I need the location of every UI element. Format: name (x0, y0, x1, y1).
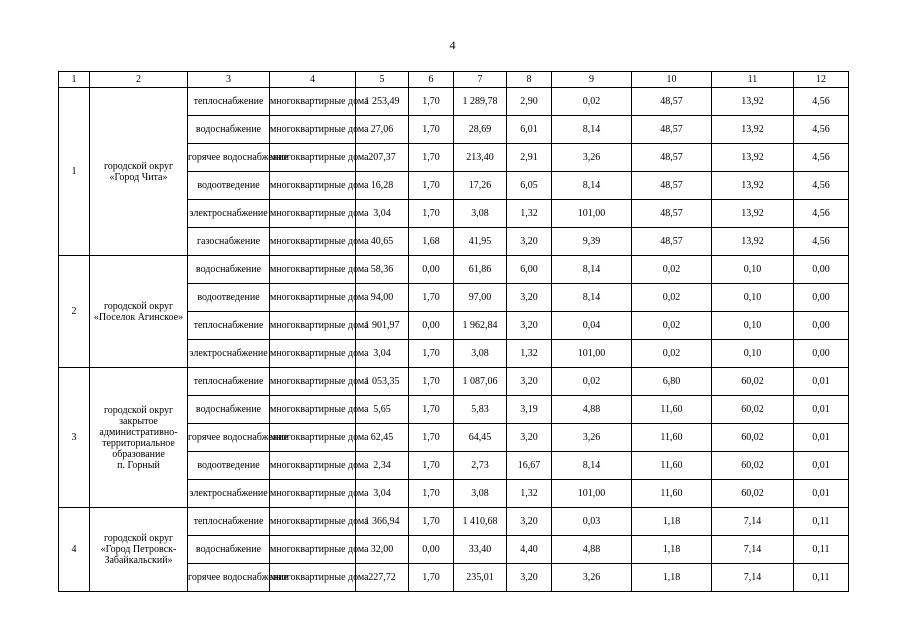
value-cell-c9: 101,00 (552, 340, 632, 368)
value-cell-c7: 3,08 (454, 480, 507, 508)
value-cell-c8: 2,90 (507, 88, 552, 116)
value-cell-c8: 4,40 (507, 536, 552, 564)
table-row (59, 368, 849, 396)
value-cell-c12: 0,01 (794, 368, 849, 396)
value-cell-c11: 60,02 (712, 424, 794, 452)
value-cell-c9: 8,14 (552, 172, 632, 200)
value-cell-c9: 4,88 (552, 396, 632, 424)
housing-type: многоквартирные дома (270, 508, 356, 536)
value-cell-c11: 60,02 (712, 396, 794, 424)
value-cell-c11: 7,14 (712, 508, 794, 536)
value-cell-c7: 3,08 (454, 340, 507, 368)
value-cell-c8: 2,91 (507, 144, 552, 172)
service-type: водоотведение (188, 452, 270, 480)
value-cell-c6: 1,70 (409, 396, 454, 424)
service-type: водоснабжение (188, 536, 270, 564)
value-cell-c10: 0,02 (632, 312, 712, 340)
housing-type: многоквартирные дома (270, 564, 356, 592)
value-cell-c5: 40,65 (356, 228, 409, 256)
value-cell-c9: 8,14 (552, 116, 632, 144)
value-cell-c7: 97,00 (454, 284, 507, 312)
value-cell-c6: 1,70 (409, 508, 454, 536)
value-cell-c6: 1,70 (409, 424, 454, 452)
value-cell-c12: 0,00 (794, 340, 849, 368)
service-type: электроснабжение (188, 340, 270, 368)
housing-type: многоквартирные дома (270, 536, 356, 564)
value-cell-c6: 0,00 (409, 536, 454, 564)
value-cell-c10: 48,57 (632, 200, 712, 228)
column-header: 3 (188, 72, 270, 88)
value-cell-c11: 13,92 (712, 88, 794, 116)
value-cell-c5: 207,37 (356, 144, 409, 172)
service-type: водоснабжение (188, 396, 270, 424)
value-cell-c11: 13,92 (712, 144, 794, 172)
value-cell-c8: 1,32 (507, 480, 552, 508)
value-cell-c11: 13,92 (712, 116, 794, 144)
value-cell-c8: 3,20 (507, 228, 552, 256)
service-type: водоснабжение (188, 256, 270, 284)
value-cell-c11: 60,02 (712, 452, 794, 480)
value-cell-c11: 60,02 (712, 480, 794, 508)
value-cell-c9: 3,26 (552, 564, 632, 592)
value-cell-c8: 3,20 (507, 312, 552, 340)
value-cell-c6: 0,00 (409, 312, 454, 340)
value-cell-c10: 11,60 (632, 396, 712, 424)
value-cell-c12: 4,56 (794, 144, 849, 172)
value-cell-c10: 48,57 (632, 228, 712, 256)
value-cell-c7: 3,08 (454, 200, 507, 228)
value-cell-c12: 0,00 (794, 256, 849, 284)
table-row (59, 256, 849, 284)
housing-type: многоквартирные дома (270, 200, 356, 228)
region-line: «Поселок Агинское» (93, 311, 184, 323)
value-cell-c5: 58,36 (356, 256, 409, 284)
value-cell-c5: 3,04 (356, 200, 409, 228)
value-cell-c12: 0,00 (794, 312, 849, 340)
housing-type: многоквартирные дома (270, 144, 356, 172)
value-cell-c7: 235,01 (454, 564, 507, 592)
value-cell-c11: 13,92 (712, 228, 794, 256)
value-cell-c8: 1,32 (507, 200, 552, 228)
value-cell-c6: 0,00 (409, 256, 454, 284)
value-cell-c6: 1,70 (409, 452, 454, 480)
column-header: 12 (794, 72, 849, 88)
value-cell-c8: 6,05 (507, 172, 552, 200)
region-line: «Город Петровск- (100, 544, 177, 555)
value-cell-c9: 0,03 (552, 508, 632, 536)
value-cell-c6: 1,70 (409, 88, 454, 116)
value-cell-c9: 0,02 (552, 88, 632, 116)
column-header: 10 (632, 72, 712, 88)
column-header: 9 (552, 72, 632, 88)
value-cell-c5: 1 366,94 (356, 508, 409, 536)
value-cell-c8: 16,67 (507, 452, 552, 480)
housing-type: многоквартирные дома (270, 172, 356, 200)
service-type: теплоснабжение (188, 88, 270, 116)
value-cell-c11: 0,10 (712, 340, 794, 368)
value-cell-c7: 41,95 (454, 228, 507, 256)
service-type: теплоснабжение (188, 312, 270, 340)
value-cell-c12: 0,01 (794, 480, 849, 508)
value-cell-c12: 0,01 (794, 424, 849, 452)
value-cell-c5: 2,34 (356, 452, 409, 480)
value-cell-c11: 0,10 (712, 284, 794, 312)
value-cell-c10: 11,60 (632, 424, 712, 452)
value-cell-c12: 4,56 (794, 200, 849, 228)
service-type: водоотведение (188, 172, 270, 200)
service-type: горячее водоснабжение (188, 144, 270, 172)
value-cell-c12: 4,56 (794, 172, 849, 200)
value-cell-c9: 8,14 (552, 452, 632, 480)
value-cell-c7: 1 410,68 (454, 508, 507, 536)
value-cell-c5: 1 901,97 (356, 312, 409, 340)
value-cell-c7: 1 962,84 (454, 312, 507, 340)
value-cell-c12: 0,00 (794, 284, 849, 312)
service-type: водоотведение (188, 284, 270, 312)
value-cell-c8: 3,20 (507, 564, 552, 592)
value-cell-c10: 48,57 (632, 116, 712, 144)
value-cell-c12: 0,01 (794, 396, 849, 424)
region-line: образование (112, 448, 165, 460)
value-cell-c10: 0,02 (632, 256, 712, 284)
value-cell-c7: 1 087,06 (454, 368, 507, 396)
value-cell-c7: 33,40 (454, 536, 507, 564)
value-cell-c5: 5,65 (356, 396, 409, 424)
value-cell-c7: 64,45 (454, 424, 507, 452)
value-cell-c10: 6,80 (632, 368, 712, 396)
service-type: водоснабжение (188, 116, 270, 144)
column-header: 11 (712, 72, 794, 88)
data-table (58, 71, 849, 592)
value-cell-c6: 1,70 (409, 340, 454, 368)
value-cell-c5: 1 253,49 (356, 88, 409, 116)
row-number: 2 (59, 256, 90, 368)
value-cell-c7: 61,86 (454, 256, 507, 284)
value-cell-c12: 0,11 (794, 536, 849, 564)
value-cell-c9: 101,00 (552, 480, 632, 508)
value-cell-c10: 0,02 (632, 340, 712, 368)
value-cell-c10: 11,60 (632, 480, 712, 508)
region-name (90, 256, 188, 368)
value-cell-c10: 11,60 (632, 452, 712, 480)
value-cell-c5: 227,72 (356, 564, 409, 592)
value-cell-c9: 4,88 (552, 536, 632, 564)
region-line: п. Горный (117, 459, 160, 471)
column-header: 1 (59, 72, 90, 88)
value-cell-c5: 3,04 (356, 480, 409, 508)
value-cell-c7: 17,26 (454, 172, 507, 200)
region-line: городской округ (103, 404, 174, 416)
value-cell-c12: 4,56 (794, 88, 849, 116)
column-header: 5 (356, 72, 409, 88)
value-cell-c7: 5,83 (454, 396, 507, 424)
value-cell-c8: 1,32 (507, 340, 552, 368)
value-cell-c11: 13,92 (712, 200, 794, 228)
value-cell-c6: 1,70 (409, 564, 454, 592)
region-line: административно- (99, 426, 178, 438)
value-cell-c8: 3,20 (507, 424, 552, 452)
value-cell-c6: 1,70 (409, 200, 454, 228)
value-cell-c10: 48,57 (632, 88, 712, 116)
service-type: газоснабжение (188, 228, 270, 256)
region-line: городской округ (103, 533, 174, 544)
value-cell-c9: 0,02 (552, 368, 632, 396)
value-cell-c11: 7,14 (712, 536, 794, 564)
value-cell-c10: 1,18 (632, 508, 712, 536)
region-line: Забайкальский» (104, 555, 173, 566)
value-cell-c5: 1 053,35 (356, 368, 409, 396)
service-type: горячее водоснабжение (188, 564, 270, 592)
region-line: городской округ (103, 160, 174, 172)
column-header: 4 (270, 72, 356, 88)
value-cell-c5: 27,06 (356, 116, 409, 144)
value-cell-c10: 1,18 (632, 564, 712, 592)
value-cell-c5: 94,00 (356, 284, 409, 312)
value-cell-c6: 1,70 (409, 480, 454, 508)
column-header: 6 (409, 72, 454, 88)
value-cell-c7: 28,69 (454, 116, 507, 144)
housing-type: многоквартирные дома (270, 312, 356, 340)
value-cell-c7: 1 289,78 (454, 88, 507, 116)
value-cell-c12: 0,11 (794, 508, 849, 536)
value-cell-c12: 4,56 (794, 228, 849, 256)
column-header: 8 (507, 72, 552, 88)
value-cell-c12: 4,56 (794, 116, 849, 144)
value-cell-c10: 1,18 (632, 536, 712, 564)
service-type: электроснабжение (188, 480, 270, 508)
value-cell-c5: 16,28 (356, 172, 409, 200)
value-cell-c10: 48,57 (632, 144, 712, 172)
value-cell-c9: 0,04 (552, 312, 632, 340)
value-cell-c8: 6,01 (507, 116, 552, 144)
region-name (90, 368, 188, 508)
value-cell-c8: 3,20 (507, 508, 552, 536)
region-line: закрытое (119, 415, 158, 427)
housing-type: многоквартирные дома (270, 396, 356, 424)
service-type: горячее водоснабжение (188, 424, 270, 452)
value-cell-c5: 32,00 (356, 536, 409, 564)
value-cell-c7: 2,73 (454, 452, 507, 480)
value-cell-c9: 3,26 (552, 144, 632, 172)
housing-type: многоквартирные дома (270, 424, 356, 452)
value-cell-c11: 0,10 (712, 312, 794, 340)
housing-type: многоквартирные дома (270, 452, 356, 480)
value-cell-c7: 213,40 (454, 144, 507, 172)
value-cell-c6: 1,68 (409, 228, 454, 256)
value-cell-c8: 3,20 (507, 284, 552, 312)
value-cell-c11: 60,02 (712, 368, 794, 396)
value-cell-c11: 13,92 (712, 172, 794, 200)
value-cell-c6: 1,70 (409, 284, 454, 312)
value-cell-c9: 8,14 (552, 256, 632, 284)
region-name (90, 508, 188, 592)
housing-type: многоквартирные дома (270, 284, 356, 312)
column-header: 7 (454, 72, 507, 88)
housing-type: многоквартирные дома (270, 256, 356, 284)
region-line: городской округ (103, 300, 174, 312)
housing-type: многоквартирные дома (270, 368, 356, 396)
value-cell-c10: 0,02 (632, 284, 712, 312)
table-row (59, 508, 849, 536)
housing-type: многоквартирные дома (270, 340, 356, 368)
page-number: 4 (449, 38, 456, 52)
value-cell-c12: 0,11 (794, 564, 849, 592)
row-number: 4 (59, 508, 90, 592)
housing-type: многоквартирные дома (270, 480, 356, 508)
housing-type: многоквартирные дома (270, 88, 356, 116)
value-cell-c9: 101,00 (552, 200, 632, 228)
value-cell-c6: 1,70 (409, 172, 454, 200)
table-row (59, 88, 849, 116)
service-type: теплоснабжение (188, 508, 270, 536)
housing-type: многоквартирные дома (270, 116, 356, 144)
value-cell-c12: 0,01 (794, 452, 849, 480)
value-cell-c8: 3,19 (507, 396, 552, 424)
value-cell-c10: 48,57 (632, 172, 712, 200)
region-line: территориальное (102, 437, 175, 449)
row-number: 1 (59, 88, 90, 256)
value-cell-c6: 1,70 (409, 116, 454, 144)
value-cell-c5: 62,45 (356, 424, 409, 452)
value-cell-c6: 1,70 (409, 368, 454, 396)
value-cell-c5: 3,04 (356, 340, 409, 368)
header-row (59, 72, 849, 88)
value-cell-c11: 0,10 (712, 256, 794, 284)
region-name (90, 88, 188, 256)
region-line: «Город Чита» (109, 171, 168, 183)
value-cell-c9: 9,39 (552, 228, 632, 256)
value-cell-c8: 3,20 (507, 368, 552, 396)
column-header: 2 (90, 72, 188, 88)
value-cell-c9: 3,26 (552, 424, 632, 452)
value-cell-c8: 6,00 (507, 256, 552, 284)
value-cell-c9: 8,14 (552, 284, 632, 312)
row-number: 3 (59, 368, 90, 508)
housing-type: многоквартирные дома (270, 228, 356, 256)
service-type: теплоснабжение (188, 368, 270, 396)
value-cell-c6: 1,70 (409, 144, 454, 172)
value-cell-c11: 7,14 (712, 564, 794, 592)
service-type: электроснабжение (188, 200, 270, 228)
